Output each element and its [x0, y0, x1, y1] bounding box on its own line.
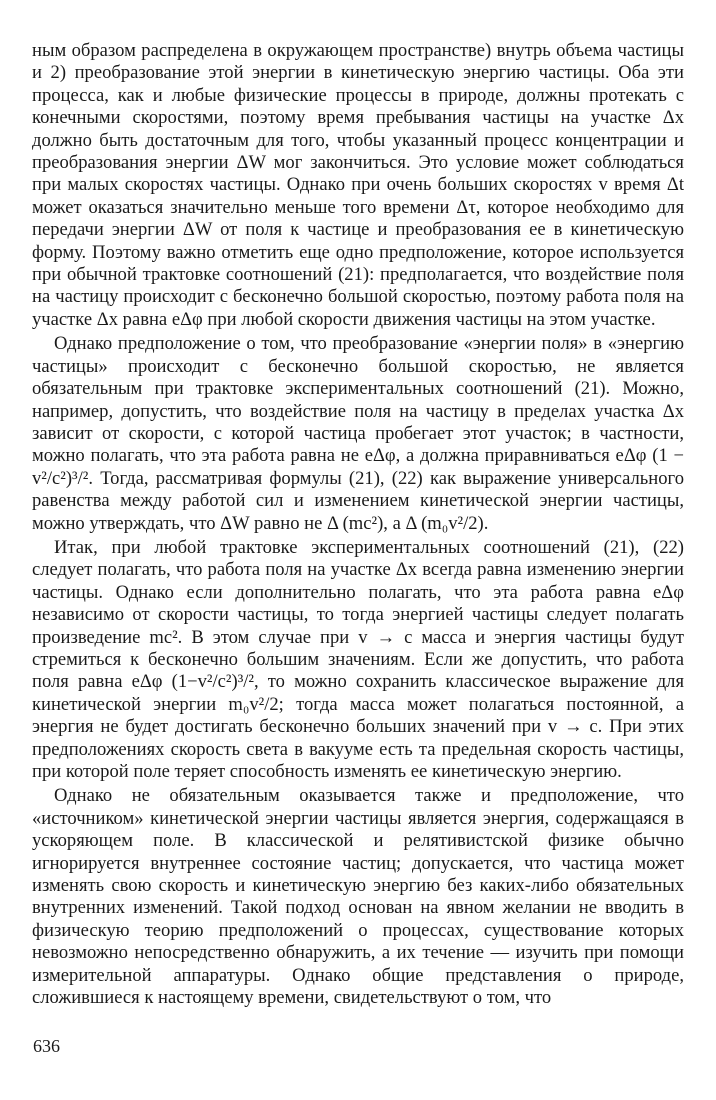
paragraph-1: ным образом распределена в окружающем пространстве) внутрь объема частицы и 2) преобразование этой энергии в кинетическую энергию частицы. Оба эти процесса, как и любые физические процессы в природе, должны протекать с конечными скоростями, поэтому время пребывания частицы на участке Δx должно быть достаточным для того, чтобы указанный процесс концентрации и преобразования энергии ΔW мог закончиться. Это условие может соблюдаться при малых скоростях частицы. Однако при очень больших скоростях v время Δt может оказаться значительно меньше того времени Δτ, которое необходимо для передачи энергии ΔW от поля к частице и преобразования ее в кинетическую форму. Поэтому важно отметить еще одно предположение, которое используется при обычной трактовке соотношений (21): предполагается, что воздействие поля на частицу происходит с бесконечно большой скоростью, поэтому работа поля на участке Δx равна eΔφ при любой скорости движения частицы на этом участке.: [32, 40, 684, 330]
page-text-body: [32, 40, 684, 1009]
page-number: 636: [33, 1036, 60, 1056]
paragraph-2: Однако предположение о том, что преобразование «энергии поля» в «энергию частицы» происходит с бесконечно большой скоростью, не является обязательным при трактовке экспериментальных соотношений (21). Можно, например, допустить, что воздействие поля на частицу в пределах участка Δx зависит от скорости, с которой частица пробегает этот участок; в частности, можно полагать, что эта работа равна не eΔφ, а должна приравниваться eΔφ (1 − v²/c²)³/². Тогда, рассматривая формулы (21), (22) как выражение универсального равенства между работой сил и изменением кинетической энергии частицы, можно утверждать, что ΔW равно не Δ (mc²), а Δ (m₀v²/2).: [32, 333, 684, 534]
paragraph-3: Итак, при любой трактовке экспериментальных соотношений (21), (22) следует полагать, что работа поля на участке Δx всегда равна изменению энергии частицы. Однако если дополнительно полагать, что эта работа равна eΔφ независимо от скорости частицы, то тогда энергией частицы следует полагать произведение mc². В этом случае при v → c масса и энергия частицы будут стремиться к бесконечно большим значениям. Если же допустить, что работа поля равна eΔφ (1−v²/c²)³/², то можно сохранить классическое выражение для кинетической энергии m₀v²/2; тогда масса может полагаться постоянной, а энергия не будет достигать бесконечно больших значений при v → c. При этих предположениях скорость света в вакууме есть та предельная скорость частицы, при которой поле теряет способность изменять ее кинетическую энергию.: [32, 536, 684, 782]
paragraph-4: Однако не обязательным оказывается также и предположение, что «источником» кинетической энергии частицы является энергия, содержащаяся в ускоряющем поле. В классической и релятивистской физике обычно игнорируется внутреннее состояние частиц; допускается, что частица может изменять свою скорость и кинетическую энергию без каких-либо обязательных внутренних изменений. Такой подход основан на явном желании не вводить в физическую теорию предположений о процессах, существование которых невозможно непосредственно обнаружить, а их течение — изучить при помощи измерительной аппаратуры. Однако общие представления о природе, сложившиеся к настоящему времени, свидетельствуют о том, что: [32, 785, 684, 1009]
